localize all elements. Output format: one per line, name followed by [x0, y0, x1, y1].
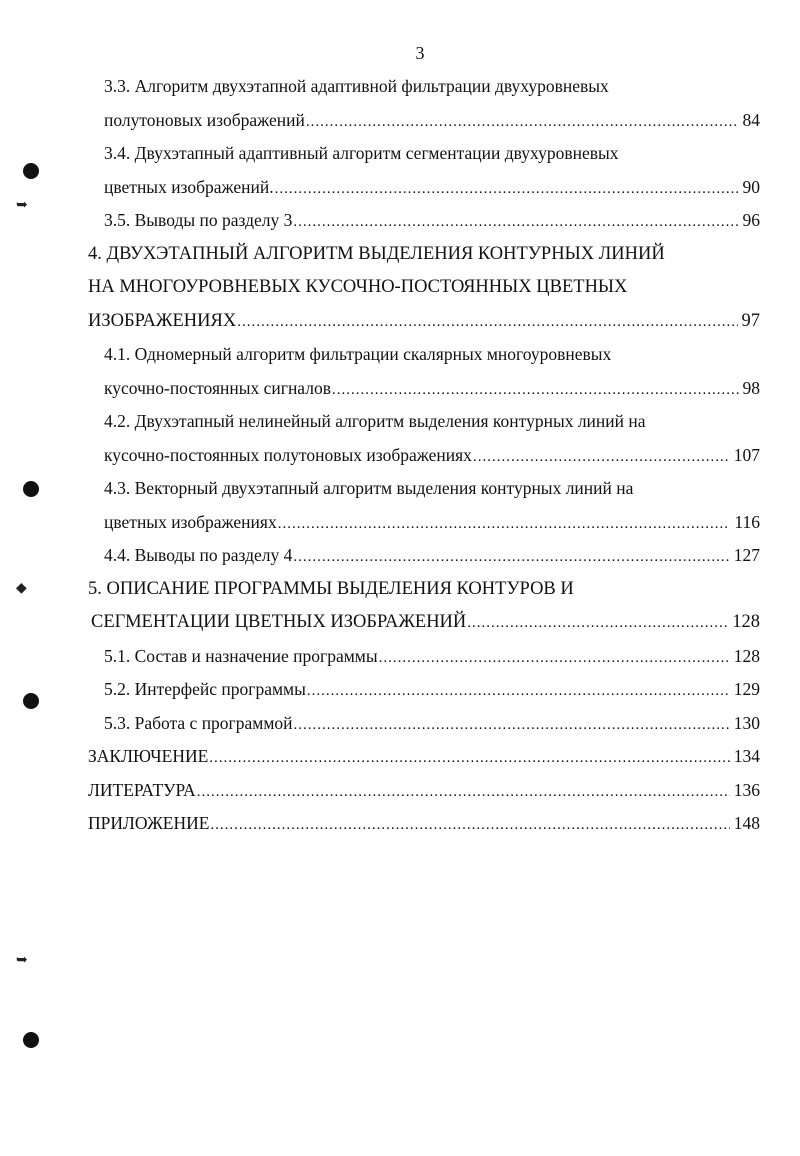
toc-entry-title: 5.3. Работа с программой [104, 712, 293, 733]
toc-entry[interactable] [88, 807, 760, 841]
toc-entry[interactable] [88, 238, 760, 339]
toc-page-number: 127 [733, 545, 760, 565]
toc-entry-title: кусочно-постоянных сигналов [104, 377, 331, 398]
toc-entry-title: цветных изображениях [104, 511, 277, 532]
toc-entry-title: 4.2. Двухэтапный нелинейный алгоритм выделения контурных линий на [104, 411, 646, 431]
toc-entry-title: кусочно-постоянных полутоновых изображениях [104, 444, 472, 465]
toc-page-number: 96 [742, 210, 760, 230]
toc-entry[interactable] [88, 673, 760, 707]
punch-hole-decoration [23, 481, 39, 497]
toc-entry-title: СЕГМЕНТАЦИИ ЦВЕТНЫХ ИЗОБРАЖЕНИЙ [91, 612, 467, 632]
toc-entry-title: 5.2. Интерфейс программы [104, 679, 306, 699]
toc-entry-title: цветных изображений. [104, 176, 274, 197]
scan-speck-decoration: ➥ [16, 952, 28, 968]
scan-speck-decoration: ➥ [16, 197, 28, 213]
toc-entry-title: ЗАКЛЮЧЕНИЕ [88, 746, 209, 766]
toc-leader-dots [237, 306, 737, 340]
toc-leader-dots [293, 541, 729, 575]
page-number: 3 [415, 43, 425, 63]
toc-leader-dots [306, 106, 739, 140]
table-of-contents [88, 70, 760, 841]
punch-hole-decoration [23, 693, 39, 709]
toc-leader-dots [379, 642, 730, 676]
toc-entry[interactable] [88, 70, 760, 137]
toc-leader-dots [278, 508, 731, 542]
toc-leader-dots [473, 441, 730, 475]
toc-entry-title: 3.4. Двухэтапный адаптивный алгоритм сегментации двухуровневых [104, 143, 619, 163]
toc-page-number: 90 [742, 176, 760, 197]
toc-page-number: 84 [742, 109, 760, 130]
punch-hole-decoration [23, 163, 39, 179]
toc-leader-dots [467, 607, 728, 641]
toc-page-number: 128 [733, 645, 760, 666]
toc-entry-title: НА МНОГОУРОВНЕВЫХ КУСОЧНО-ПОСТОЯННЫХ ЦВЕТНЫХ [88, 277, 628, 297]
toc-entry[interactable] [88, 204, 760, 238]
toc-entry-title: ЛИТЕРАТУРА [88, 779, 196, 800]
toc-page-number: 148 [733, 813, 760, 833]
toc-page-number: 128 [732, 612, 760, 632]
toc-entry[interactable] [88, 539, 760, 573]
toc-entry[interactable] [88, 707, 760, 741]
toc-page-number: 98 [742, 377, 760, 398]
toc-entry[interactable] [88, 740, 760, 774]
toc-page-number: 97 [741, 310, 760, 331]
toc-entry[interactable] [88, 338, 760, 405]
toc-entry-title: 3.3. Алгоритм двухэтапной адаптивной фильтрации двухуровневых [104, 76, 609, 96]
toc-entry[interactable] [88, 137, 760, 204]
toc-entry-title: ИЗОБРАЖЕНИЯХ [88, 310, 237, 331]
toc-page-number: 129 [733, 679, 760, 699]
toc-leader-dots [307, 675, 730, 709]
toc-entry[interactable] [88, 405, 760, 472]
toc-entry-title: 4.4. Выводы по разделу 4 [104, 545, 293, 565]
toc-leader-dots [293, 206, 738, 240]
toc-page-number: 130 [733, 712, 760, 733]
toc-entry-title: ПРИЛОЖЕНИЕ [88, 813, 210, 833]
toc-entry[interactable] [88, 774, 760, 808]
toc-entry[interactable] [88, 573, 760, 640]
toc-entry-title: 4. ДВУХЭТАПНЫЙ АЛГОРИТМ ВЫДЕЛЕНИЯ КОНТУРНЫХ ЛИНИЙ [88, 243, 665, 264]
toc-page-number: 107 [733, 444, 760, 465]
toc-entry-title: 5.1. Состав и назначение программы [104, 645, 378, 666]
toc-entry[interactable] [88, 640, 760, 674]
scan-speck-decoration: ◆ [16, 580, 27, 596]
toc-leader-dots [294, 709, 730, 743]
toc-page-number: 134 [733, 746, 760, 766]
toc-page-number: 136 [733, 779, 760, 800]
toc-leader-dots [275, 173, 739, 207]
punch-hole-decoration [23, 1032, 39, 1048]
toc-entry-title: 4.3. Векторный двухэтапный алгоритм выделения контурных линий на [104, 478, 634, 498]
toc-entry-title: 5. ОПИСАНИЕ ПРОГРАММЫ ВЫДЕЛЕНИЯ КОНТУРОВ И [88, 578, 574, 599]
toc-entry-title: полутоновых изображений [104, 109, 305, 130]
toc-entry-title: 3.5. Выводы по разделу 3 [104, 210, 293, 230]
toc-leader-dots [209, 742, 729, 776]
toc-leader-dots [332, 374, 739, 408]
toc-page-number: 116 [734, 511, 760, 532]
toc-entry-title: 4.1. Одномерный алгоритм фильтрации скалярных многоуровневых [104, 344, 612, 364]
toc-leader-dots [197, 776, 730, 810]
toc-entry[interactable] [88, 472, 760, 539]
toc-leader-dots [210, 809, 729, 843]
